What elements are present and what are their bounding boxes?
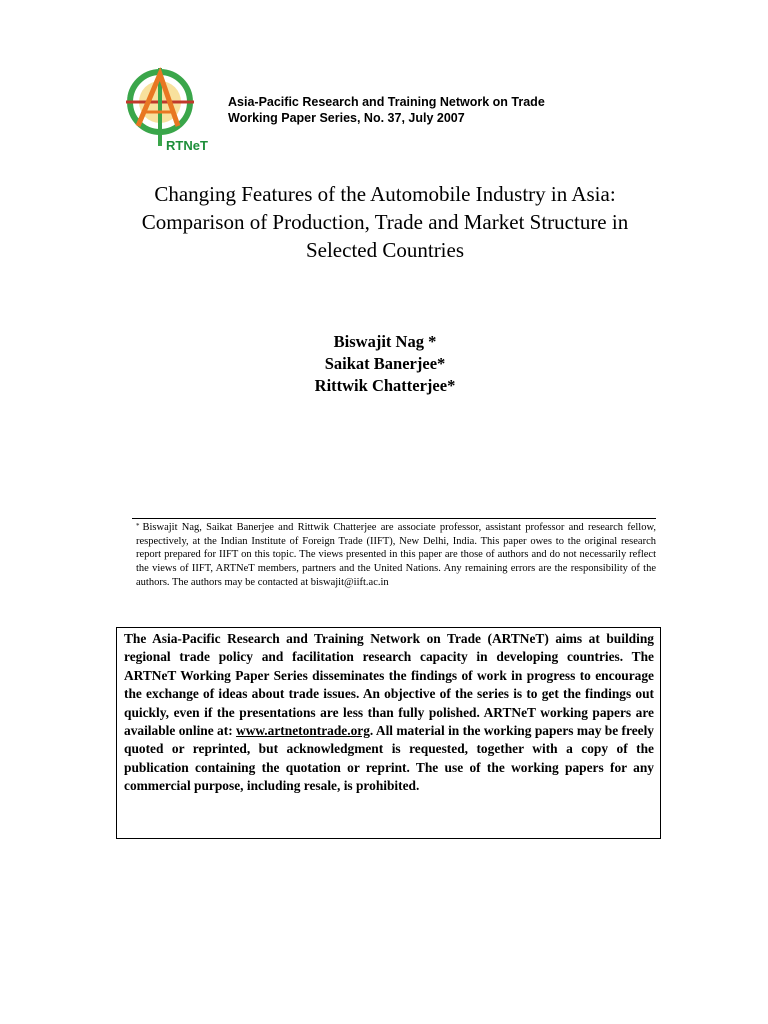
author-list <box>90 331 680 397</box>
logo-text: RTNeT <box>166 138 208 153</box>
title-line-1: Changing Features of the Automobile Industry in Asia: <box>154 182 616 206</box>
paper-title <box>90 180 680 264</box>
notice-text <box>124 630 654 796</box>
artnet-website-link[interactable]: www.artnetontrade.org <box>236 723 370 739</box>
footnote-text: Biswajit Nag, Saikat Banerjee and Rittwik Chatterjee are associate professor, assistant professor and research fellow, respectively, at the Indian Institute of Foreign Trade (IIFT), New Delhi, India. This paper owes to the original research report prepared for IIFT on this topic. The views presented in this paper are those of authors and do not necessarily reflect the views of IIFT, ARTNeT members, partners and the United Nations. Any remaining errors are the responsibility of the authors. The authors may be contacted at biswajit@iift.ac.in <box>136 522 656 588</box>
series-notice-box <box>116 627 661 839</box>
author-name: Rittwik Chatterjee* <box>314 376 456 395</box>
author-name: Saikat Banerjee* <box>324 354 446 373</box>
title-line-3: Selected Countries <box>305 238 465 262</box>
footnote-divider <box>132 518 656 519</box>
series-info: Working Paper Series, No. 37, July 2007 <box>228 111 465 125</box>
author-footnote <box>136 521 656 590</box>
network-name: Asia-Pacific Research and Training Network on Trade <box>228 95 545 109</box>
author-name: Biswajit Nag * <box>333 332 437 351</box>
notice-text-before: The Asia-Pacific Research and Training Network on Trade (ARTNeT) aims at building regional trade policy and facilitation research capacity in developing countries. The ARTNeT Working Paper Series disseminates the findings of work in progress to encourage the exchange of ideas about trade issues. An objective of the series is to get the findings out quickly, even if the presentations are less than fully polished. ARTNeT working papers are available online at: <box>124 631 654 739</box>
series-header <box>228 94 688 126</box>
footnote-marker: * <box>136 522 140 530</box>
notice-text-after: . All material in the working papers may be freely quoted or reprinted, but acknowledgment is requested, together with a copy of the publication containing the quotation or reprint. The use of the working papers for any commercial purpose, including resale, is prohibited. <box>124 723 655 794</box>
artnet-logo-icon <box>122 66 222 156</box>
title-line-2: Comparison of Production, Trade and Market Structure in <box>141 210 629 234</box>
